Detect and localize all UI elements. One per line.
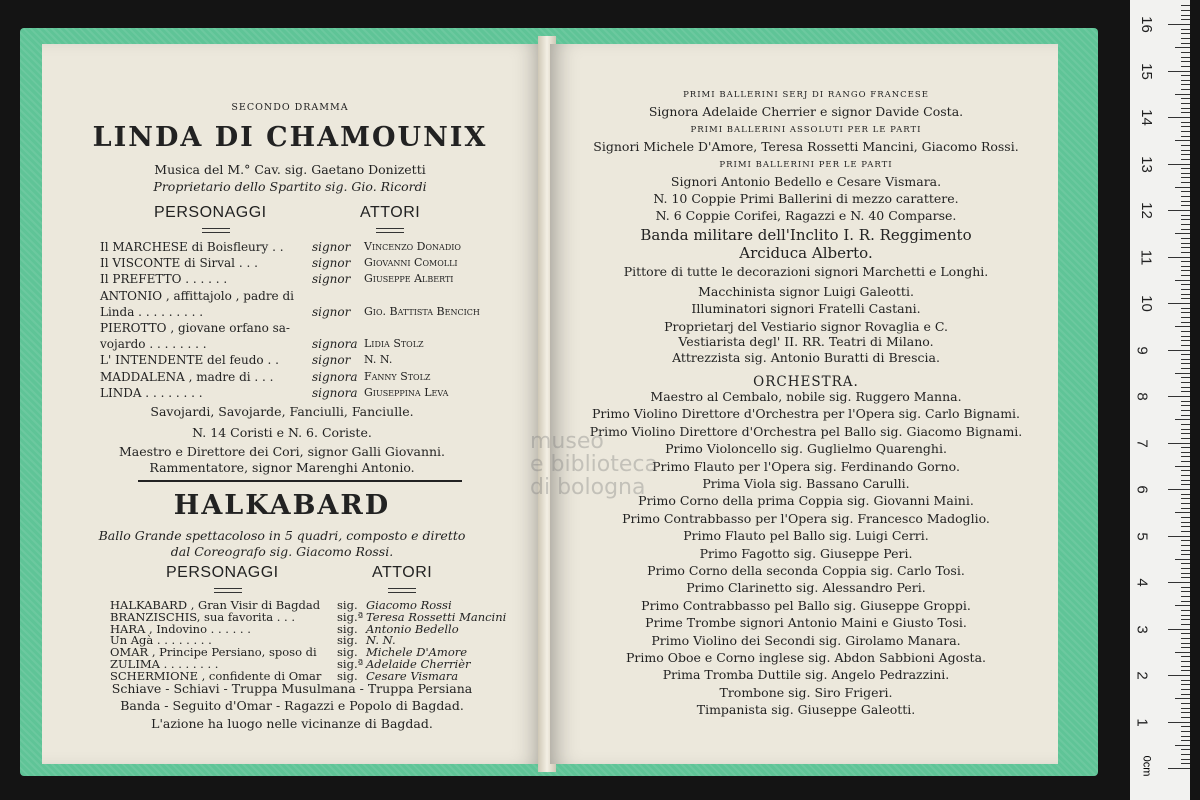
chorus-count: N. 14 Coristi e N. 6. Coriste. [192, 425, 372, 440]
ruler-tick [1175, 652, 1190, 653]
ruler-tick [1181, 270, 1190, 271]
ruler-tick [1181, 359, 1190, 360]
ruler-tick [1175, 373, 1190, 374]
cast-actor: N. N. [364, 353, 393, 367]
ruler-tick [1181, 401, 1190, 402]
measurement-ruler [1130, 0, 1190, 800]
watermark-line: museo [530, 429, 604, 454]
crew-line: Proprietarj del Vestiario signor Rovaglia e C. [664, 319, 948, 334]
dancers-line: Signora Adelaide Cherrier e signor Davide Costa. [648, 104, 964, 119]
ruler-tick [1181, 331, 1190, 332]
orchestra-line: Primo Flauto pel Ballo sig. Luigi Cerri. [683, 528, 929, 544]
ruler-tick [1168, 210, 1190, 211]
cast-actor: Fanny Stolz [364, 369, 431, 383]
ruler-number: 15 [1137, 62, 1155, 80]
ruler-number: 13 [1137, 155, 1155, 173]
ruler-tick [1181, 647, 1190, 648]
ruler-tick [1168, 24, 1190, 25]
orchestra-line: Prime Trombe signori Antonio Maini e Giusto Tosi. [645, 615, 967, 631]
ruler-tick [1181, 382, 1190, 383]
ruler-tick [1181, 689, 1190, 690]
orchestra-line: Prima Viola sig. Bassano Carulli. [702, 476, 910, 491]
ruler-number: 1 [1133, 717, 1151, 727]
dancers-line: Signori Antonio Bedello e Cesare Vismara. [670, 174, 942, 189]
ruler-number: 10 [1137, 295, 1155, 312]
ruler-tick [1181, 5, 1190, 6]
ruler-tick [1181, 10, 1190, 11]
crew-line: Illuminatori signori Fratelli Castani. [691, 301, 921, 316]
cast-title: signor [312, 304, 351, 319]
drama-label: SECONDO DRAMMA [231, 102, 349, 113]
ruler-tick [1181, 550, 1190, 551]
col-personaggi: PERSONAGGI [154, 204, 267, 221]
ruler-tick [1181, 480, 1190, 481]
dancers-line: N. 6 Coppie Corifei, Ragazzi e N. 40 Comparse. [655, 208, 957, 223]
orchestra-line: Primo Violino dei Secondi sig. Girolamo Manara. [651, 632, 961, 648]
ruler-tick [1181, 38, 1190, 39]
ruler-tick [1181, 456, 1190, 457]
ruler-tick [1175, 94, 1190, 95]
section-rule [138, 480, 462, 482]
cast-title: signora [312, 369, 358, 384]
ruler-tick [1181, 731, 1190, 732]
chorus-line: Savojardi, Savojarde, Fanciulli, Fanciulle. [150, 404, 414, 419]
ruler-tick [1181, 633, 1190, 634]
ruler-tick [1181, 545, 1190, 546]
ruler-tick [1181, 266, 1190, 267]
chorus-master: Maestro e Direttore dei Cori, signor Galli Giovanni. [118, 444, 446, 459]
ruler-tick [1181, 229, 1190, 230]
ballet-role: ZULIMA . . . . . . . . [110, 657, 219, 671]
ballet-description: Ballo Grande spettacoloso in 5 quadri, composto e diretto [98, 528, 466, 543]
ballet-title: sig. [337, 621, 358, 636]
orchestra-line: Primo Corno della seconda Coppia sig. Carlo Tosi. [647, 563, 965, 578]
ruler-tick [1181, 740, 1190, 741]
orchestra-line: Timpanista sig. Giuseppe Galeotti. [696, 702, 916, 718]
prompter: Rammentatore, signor Marenghi Antonio. [149, 460, 415, 475]
cast-role: Il MARCHESE di Boisfleury . . [100, 240, 284, 254]
ruler-tick [1181, 103, 1190, 104]
ruler-number: 7 [1133, 438, 1151, 448]
ruler-tick [1181, 298, 1190, 299]
ruler-tick [1181, 680, 1190, 681]
ruler-tick [1181, 336, 1190, 337]
ruler-tick [1181, 219, 1190, 220]
ruler-tick [1181, 438, 1190, 439]
ruler-tick [1181, 196, 1190, 197]
ruler-number: 16 [1137, 16, 1155, 33]
banda-title: Banda militare dell'Inclito I. R. Reggimento [640, 226, 972, 244]
cast-role: Il PREFETTO . . . . . . [100, 272, 228, 287]
ballet-actor: Michele D'Amore [366, 645, 468, 660]
ruler-tick [1181, 131, 1190, 132]
ruler-tick [1181, 508, 1190, 509]
ruler-tick [1181, 577, 1190, 578]
heading-primi-ballerini-serj: PRIMI BALLERINI SERJ DI RANGO FRANCESE [683, 90, 929, 100]
ruler-tick [1181, 252, 1190, 253]
orchestra-line: Primo Violoncello sig. Guglielmo Quarenghi. [665, 441, 947, 457]
ruler-tick [1181, 638, 1190, 639]
ruler-tick [1181, 610, 1190, 611]
ruler-tick [1181, 150, 1190, 151]
divider [202, 228, 230, 233]
ruler-tick [1181, 517, 1190, 518]
ruler-tick [1168, 117, 1190, 118]
ruler-tick [1181, 656, 1190, 657]
cast-actor: Giuseppina Leva [364, 385, 449, 399]
ruler-tick [1175, 233, 1190, 234]
ballet-actor: Cesare Vismara [366, 668, 459, 683]
orchestra-line: Primo Contrabbasso per l'Opera sig. Francesco Madoglio. [622, 510, 990, 526]
cast-title: signor [312, 240, 351, 254]
ruler-tick [1181, 522, 1190, 523]
ruler-tick [1168, 71, 1190, 72]
ruler-tick [1181, 447, 1190, 448]
ruler-tick [1181, 587, 1190, 588]
ruler-tick [1181, 624, 1190, 625]
ruler-tick [1181, 191, 1190, 192]
ruler-tick [1168, 768, 1190, 769]
ruler-tick [1175, 47, 1190, 48]
ruler-tick [1181, 470, 1190, 471]
cast-role: MADDALENA , madre di . . . [100, 369, 274, 384]
music-line: Musica del M.° Cav. sig. Gaetano Donizetti [154, 162, 426, 177]
cast-role: Linda . . . . . . . . . [100, 304, 204, 319]
ruler-unit-label: 0cm [1140, 755, 1153, 777]
ruler-tick [1181, 754, 1190, 755]
ballet-col-personaggi: PERSONAGGI [166, 564, 279, 581]
ruler-number: 11 [1137, 249, 1155, 265]
ruler-tick [1181, 452, 1190, 453]
ballet-actor: Antonio Bedello [366, 621, 459, 636]
ruler-number: 14 [1137, 109, 1155, 126]
ballet-role: SCHERMIONE , confidente di Omar [110, 668, 322, 683]
cast-role: Il VISCONTE di Sirval . . . [100, 256, 258, 271]
ruler-tick [1181, 484, 1190, 485]
ruler-tick [1181, 312, 1190, 313]
ruler-tick [1181, 433, 1190, 434]
ruler-tick [1181, 205, 1190, 206]
ballet-extras: Schiave - Schiavi - Truppa Musulmana - Truppa Persiana [111, 681, 473, 696]
ruler-tick [1181, 391, 1190, 392]
ruler-tick [1168, 582, 1190, 583]
ruler-tick [1181, 201, 1190, 202]
ruler-tick [1181, 540, 1190, 541]
ruler-tick [1181, 712, 1190, 713]
right-page [550, 44, 1058, 764]
ballet-actor: Teresa Rossetti Mancini [366, 609, 507, 624]
ruler-tick [1181, 531, 1190, 532]
cast-title: signora [312, 385, 358, 400]
ruler-tick [1181, 108, 1190, 109]
ruler-tick [1181, 19, 1190, 20]
ruler-tick [1168, 722, 1190, 723]
ruler-tick [1175, 698, 1190, 699]
ballet-role: HALKABARD , Gran Visir di Bagdad [110, 598, 321, 612]
ruler-tick [1181, 694, 1190, 695]
cast-role: L' INTENDENTE del feudo . . [100, 353, 279, 368]
ruler-tick [1175, 140, 1190, 141]
ruler-tick [1181, 763, 1190, 764]
cast-title: signor [312, 256, 351, 271]
ruler-tick [1181, 424, 1190, 425]
ruler-tick [1181, 154, 1190, 155]
ballet-title: sig. [337, 645, 358, 660]
ballet-actor: N. N. [366, 633, 396, 648]
ballet-role: BRANZISCHIS, sua favorita . . . [110, 609, 295, 624]
ballet-title: sig. [337, 633, 358, 648]
orchestra-line: Prima Tromba Duttile sig. Angelo Pedrazzini. [662, 667, 950, 683]
ballet-title: sig.ª [337, 609, 364, 624]
cast-title: signora [312, 337, 358, 352]
ruler-tick [1181, 215, 1190, 216]
orchestra-title: ORCHESTRA. [753, 374, 859, 390]
ruler-tick [1168, 489, 1190, 490]
ruler-number: 3 [1133, 624, 1151, 634]
ruler-tick [1181, 284, 1190, 285]
orchestra-line: Primo Corno della prima Coppia sig. Giovanni Maini. [638, 493, 974, 509]
ruler-tick [1181, 601, 1190, 602]
ballet-title: sig. [337, 598, 358, 612]
ruler-number: 4 [1133, 578, 1151, 587]
ruler-tick [1181, 29, 1190, 30]
ruler-tick [1181, 498, 1190, 499]
ruler-tick [1181, 494, 1190, 495]
ballet-actor: Adelaide Cherrièr [366, 657, 471, 671]
ruler-tick [1181, 75, 1190, 76]
ruler-tick [1181, 368, 1190, 369]
ruler-tick [1181, 112, 1190, 113]
ballet-actor: Giacomo Rossi [366, 598, 452, 612]
ballet-title: HALKABARD [173, 490, 391, 521]
ruler-tick [1181, 619, 1190, 620]
ruler-tick [1175, 466, 1190, 467]
owner-line: Proprietario dello Spartito sig. Gio. Ricordi [153, 179, 427, 194]
ruler-tick [1181, 126, 1190, 127]
ruler-tick [1181, 749, 1190, 750]
ballet-title: sig. [337, 668, 358, 683]
ruler-tick [1168, 396, 1190, 397]
ruler-tick [1181, 294, 1190, 295]
ruler-tick [1175, 559, 1190, 560]
ruler-tick [1181, 377, 1190, 378]
ruler-tick [1168, 629, 1190, 630]
ruler-tick [1181, 615, 1190, 616]
heading-primi-ballerini-assoluti: PRIMI BALLERINI ASSOLUTI PER LE PARTI [690, 125, 922, 135]
ruler-tick [1181, 136, 1190, 137]
cast-title: signor [312, 272, 351, 287]
ruler-tick [1168, 443, 1190, 444]
ruler-tick [1181, 289, 1190, 290]
ruler-tick [1181, 475, 1190, 476]
watermark-line: e biblioteca [530, 452, 658, 477]
ruler-tick [1181, 670, 1190, 671]
ruler-tick [1175, 512, 1190, 513]
ruler-tick [1181, 661, 1190, 662]
ruler-tick [1181, 573, 1190, 574]
cast-role: LINDA . . . . . . . . [100, 385, 203, 400]
ruler-tick [1181, 168, 1190, 169]
cast-role: ANTONIO , affittajolo , padre di [100, 288, 294, 303]
ruler-tick [1181, 410, 1190, 411]
cast-role: vojardo . . . . . . . . [100, 337, 207, 352]
ruler-tick [1181, 526, 1190, 527]
watermark-line: di bologna [530, 475, 646, 500]
orchestra-line: Primo Flauto per l'Opera sig. Ferdinando Gorno. [652, 458, 960, 474]
divider [388, 588, 416, 593]
ruler-tick [1181, 563, 1190, 564]
ruler-tick [1181, 317, 1190, 318]
ruler-tick [1181, 684, 1190, 685]
ruler-tick [1181, 275, 1190, 276]
ruler-tick [1181, 736, 1190, 737]
cast-actor: Giuseppe Alberti [364, 272, 454, 286]
ruler-tick [1181, 340, 1190, 341]
ballet-setting: L'azione ha luogo nelle vicinanze di Bagdad. [151, 716, 433, 731]
ruler-tick [1181, 461, 1190, 462]
cast-actor: Giovanni Comolli [364, 256, 458, 270]
orchestra-line: Primo Contrabbasso pel Ballo sig. Giuseppe Groppi. [641, 597, 971, 613]
ruler-tick [1181, 759, 1190, 760]
ruler-tick [1181, 703, 1190, 704]
ruler-tick [1181, 568, 1190, 569]
ruler-tick [1181, 643, 1190, 644]
watermark [530, 430, 658, 499]
ruler-tick [1181, 57, 1190, 58]
cast-actor: Gio. Battista Bencich [364, 304, 480, 318]
ruler-tick [1181, 61, 1190, 62]
orchestra-line: Maestro al Cembalo, nobile sig. Ruggero Manna. [650, 389, 962, 404]
drama-title: LINDA DI CHAMOUNIX [92, 122, 488, 153]
ruler-tick [1181, 15, 1190, 16]
cast-actor: Lidia Stolz [364, 337, 424, 351]
ruler-tick [1181, 84, 1190, 85]
ruler-tick [1181, 98, 1190, 99]
ruler-tick [1168, 257, 1190, 258]
left-page [42, 44, 542, 764]
ruler-number: 9 [1133, 345, 1151, 355]
ruler-tick [1181, 726, 1190, 727]
divider [214, 588, 242, 593]
ruler-tick [1168, 675, 1190, 676]
ballet-col-attori: ATTORI [372, 564, 433, 581]
ruler-tick [1175, 605, 1190, 606]
ruler-tick [1181, 52, 1190, 53]
ballet-title: sig.ª [337, 657, 364, 671]
cast-actor: Vincenzo Donadio [364, 240, 461, 253]
ruler-tick [1181, 177, 1190, 178]
ruler-tick [1181, 405, 1190, 406]
ruler-tick [1181, 354, 1190, 355]
ruler-tick [1181, 243, 1190, 244]
ruler-tick [1181, 43, 1190, 44]
ruler-tick [1181, 503, 1190, 504]
ruler-tick [1181, 363, 1190, 364]
ruler-tick [1181, 666, 1190, 667]
ruler-tick [1181, 429, 1190, 430]
ruler-tick [1181, 387, 1190, 388]
ruler-tick [1181, 89, 1190, 90]
ruler-tick [1181, 182, 1190, 183]
ruler-tick [1175, 187, 1190, 188]
orchestra-line: Trombone sig. Siro Frigeri. [719, 684, 893, 700]
ruler-number: 2 [1133, 671, 1151, 680]
orchestra-line: Primo Oboe e Corno inglese sig. Abdon Sabbioni Agosta. [625, 650, 987, 665]
ballet-role: Un Agà . . . . . . . . [110, 633, 212, 648]
orchestra-line: Primo Clarinetto sig. Alessandro Peri. [686, 580, 926, 596]
ruler-tick [1175, 419, 1190, 420]
ruler-tick [1181, 224, 1190, 225]
ruler-tick [1181, 122, 1190, 123]
crew-line: Pittore di tutte le decorazioni signori Marchetti e Longhi. [623, 264, 989, 279]
ruler-tick [1175, 326, 1190, 327]
ruler-number: 6 [1133, 485, 1151, 494]
banda-title: Arciduca Alberto. [739, 244, 873, 262]
ruler-number: 8 [1133, 392, 1151, 401]
ruler-tick [1181, 247, 1190, 248]
ruler-tick [1181, 66, 1190, 67]
ballet-choreographer: dal Coreografo sig. Giacomo Rossi. [170, 544, 394, 559]
divider [376, 228, 404, 233]
col-attori: ATTORI [360, 204, 421, 221]
dancers-line: Signori Michele D'Amore, Teresa Rossetti Mancini, Giacomo Rossi. [593, 139, 1019, 154]
ruler-tick [1175, 280, 1190, 281]
ruler-number: 12 [1137, 202, 1155, 219]
ruler-tick [1181, 596, 1190, 597]
dancers-line: N. 10 Coppie Primi Ballerini di mezzo carattere. [653, 191, 959, 206]
ruler-tick [1168, 536, 1190, 537]
ruler-tick [1168, 303, 1190, 304]
ruler-tick [1181, 308, 1190, 309]
ruler-number: 5 [1133, 531, 1151, 541]
ballet-role: OMAR , Principe Persiano, sposo di [110, 645, 317, 660]
crew-line: Attrezzista sig. Antonio Buratti di Brescia. [672, 350, 940, 365]
ruler-tick [1181, 717, 1190, 718]
ballet-extras: Banda - Seguito d'Omar - Ragazzi e Popolo di Bagdad. [120, 698, 464, 713]
cast-title: signor [312, 353, 351, 368]
ruler-tick [1181, 33, 1190, 34]
ruler-tick [1181, 554, 1190, 555]
ruler-tick [1168, 164, 1190, 165]
heading-primi-ballerini-parti: PRIMI BALLERINI PER LE PARTI [719, 160, 893, 170]
crew-line: Vestiarista degl' II. RR. Teatri di Milano. [678, 334, 934, 349]
orchestra-line: Primo Violino Direttore d'Orchestra per l'Opera sig. Carlo Bignami. [591, 406, 1021, 422]
ruler-tick [1181, 708, 1190, 709]
crew-line: Macchinista signor Luigi Galeotti. [698, 284, 914, 299]
ruler-tick [1181, 261, 1190, 262]
ruler-tick [1181, 80, 1190, 81]
orchestra-line: Primo Fagotto sig. Giuseppe Peri. [699, 545, 913, 561]
ballet-role: HARA , Indovino . . . . . . [110, 621, 251, 636]
ruler-tick [1181, 415, 1190, 416]
ruler-tick [1181, 238, 1190, 239]
ruler-tick [1181, 173, 1190, 174]
ruler-tick [1181, 145, 1190, 146]
ruler-tick [1175, 745, 1190, 746]
ruler-tick [1181, 345, 1190, 346]
ruler-tick [1181, 159, 1190, 160]
orchestra-line: Primo Violino Direttore d'Orchestra pel Ballo sig. Giacomo Bignami. [589, 423, 1023, 439]
ruler-tick [1181, 591, 1190, 592]
ruler-tick [1168, 350, 1190, 351]
cast-role: PIEROTTO , giovane orfano sa- [100, 321, 290, 335]
ruler-tick [1181, 322, 1190, 323]
